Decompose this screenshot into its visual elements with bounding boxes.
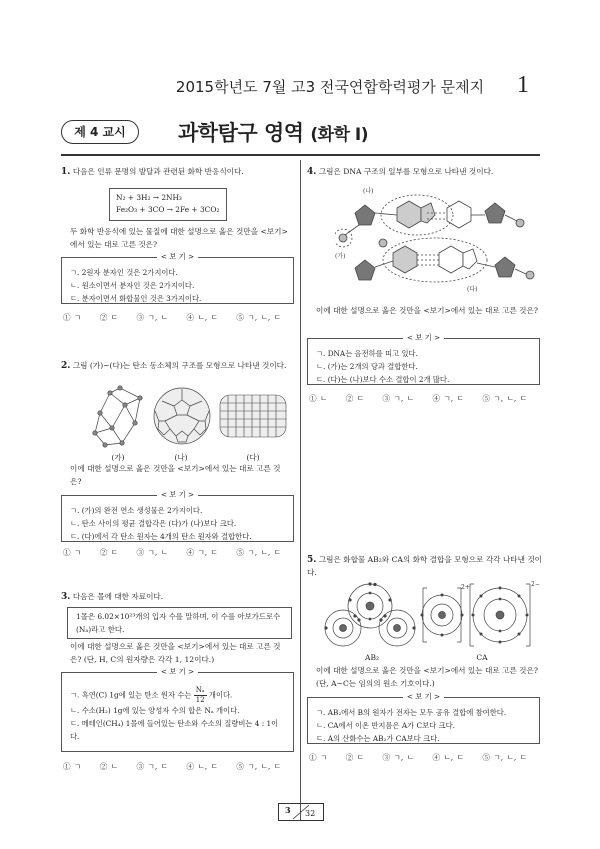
q2-question: 이에 대한 설명으로 옳은 것만을 <보기>에서 있는 대로 고른 것은?	[70, 464, 281, 486]
q1-bogi-title: < 보 기 >	[157, 252, 198, 261]
q1-item-2: ㄴ. 원소이면서 분자인 것은 2가지이다.	[70, 280, 195, 290]
q3-item-1-pre: ㄱ. 흑연(C) 1g에 있는 탄소 원자 수는	[70, 690, 192, 700]
q3-options	[63, 761, 296, 772]
q3-item-1-post: 개이다.	[208, 690, 233, 700]
subject-main: 과학탐구 영역	[178, 121, 304, 145]
exam-header-title: 2015학년도 7월 고3 전국연합학력평가 문제지	[175, 78, 485, 96]
q5-item-3: ㄷ. A의 산화수는 AB₂가 CA보다 크다.	[316, 733, 440, 743]
q1-option-1[interactable]: ① ㄱ	[63, 313, 82, 322]
q1-equation-2: Fe₂O₃ + 3CO → 2Fe + 3CO₂	[116, 205, 220, 214]
q3-option-5[interactable]: ⑤ ㄱ, ㄴ, ㄷ	[236, 762, 282, 771]
q3-bogi-title: < 보 기 >	[157, 667, 198, 676]
q3-text: 다음은 몰에 대한 자료이다.	[72, 592, 164, 601]
q5-item-2: ㄴ. CA에서 이온 반지름은 A가 C보다 크다.	[316, 720, 455, 730]
q3-bogi-box	[61, 667, 294, 752]
q2-option-2[interactable]: ② ㄷ	[99, 548, 119, 557]
q5-bogi-title: < 보 기 >	[403, 692, 444, 701]
q2-option-3[interactable]: ③ ㄱ, ㄴ	[136, 548, 169, 557]
dna-structure-figure	[335, 183, 545, 298]
q2-item-1: ㄱ. (가)의 완전 연소 생성물은 2가지이다.	[70, 506, 203, 515]
q1-option-5[interactable]: ⑤ ㄱ, ㄴ, ㄷ	[236, 313, 282, 322]
q1-number: 1.	[61, 167, 71, 177]
q1-equation-box	[109, 188, 227, 221]
q2-item-3: ㄷ. (다)에서 각 탄소 원자는 4개의 탄소 원자와 결합한다.	[70, 531, 252, 541]
q3-fraction-num: Nₐ	[195, 686, 205, 694]
q5-option-5[interactable]: ⑤ ㄱ, ㄴ, ㄷ	[482, 753, 528, 762]
q2-bogi-title: < 보 기 >	[157, 490, 198, 499]
carbon-allotropes-figure	[90, 383, 290, 451]
q4-stem	[307, 166, 542, 179]
q5-option-1[interactable]: ① ㄱ	[309, 753, 328, 762]
q1-option-4[interactable]: ④ ㄴ, ㄷ	[186, 313, 218, 322]
q2-text: 그림 (가)~(다)는 탄소 동소체의 구조를 모형으로 나타낸 것이다.	[72, 361, 287, 370]
q1-item-3: ㄷ. 분자이면서 화합물인 것은 3가지이다.	[70, 293, 202, 303]
q5-options	[309, 752, 542, 763]
q1-equation-1: N₂ + 3H₂ → 2NH₃	[116, 193, 182, 202]
q1-bogi-box	[61, 252, 294, 304]
dna-label-b: (나)	[363, 188, 374, 195]
q3-item-2: ㄴ. 수소(H₂) 1g에 있는 양성자 수의 합은 Nₐ 개이다.	[70, 706, 240, 715]
ca-charge-a: 2−	[531, 581, 540, 588]
q5-item-1: ㄱ. AB₂에서 B의 원자가 전자는 모두 공유 결합에 참여한다.	[316, 708, 507, 717]
ca-charge-c: 2+	[461, 584, 470, 591]
q2-option-1[interactable]: ① ㄱ	[63, 548, 82, 557]
q3-item-1	[70, 686, 285, 705]
q4-option-2[interactable]: ② ㄷ	[345, 394, 365, 403]
page-current: 3	[285, 805, 291, 815]
q4-item-3: ㄷ. (다)는 (나)보다 수소 결합이 2개 많다.	[316, 374, 450, 384]
q4-question: 이에 대한 설명으로 옳은 것만을 <보기>에서 있는 대로 고른 것은?	[316, 306, 538, 315]
q1-question: 두 화학 반응식에 있는 물질에 대한 설명으로 옳은 것만을 <보기>에서 있는 대로 고른 것은?	[70, 227, 288, 249]
page-indicator	[278, 803, 324, 821]
bonding-models-figure	[315, 580, 540, 652]
q1-stem	[61, 166, 296, 179]
q2-option-4[interactable]: ④ ㄱ, ㄷ	[186, 548, 218, 557]
q3-number: 3.	[61, 592, 71, 602]
dna-model-icon	[335, 195, 534, 282]
subject-sub: (화학 Ⅰ)	[310, 125, 368, 145]
diamond-structure-icon	[93, 386, 142, 447]
q5-option-4[interactable]: ④ ㄴ, ㄷ	[432, 753, 464, 762]
q3-option-3[interactable]: ③ ㄱ, ㄷ	[136, 762, 169, 771]
fullerene-structure-icon	[154, 388, 210, 444]
q5-text: 그림은 화합물 AB₂와 CA의 화학 결합을 모형으로 각각 나타낸 것이다.	[307, 555, 543, 577]
q1-option-2[interactable]: ② ㄷ	[99, 313, 119, 322]
q3-data-box	[67, 607, 292, 639]
q2-label-c: (다)	[246, 453, 260, 462]
q4-options	[309, 393, 542, 404]
q2-item-2: ㄴ. 탄소 사이의 평균 결합각은 (다)가 (나)보다 크다.	[70, 518, 237, 528]
q1-options	[63, 312, 296, 323]
subject-title	[178, 117, 368, 147]
ab2-covalent-model-icon	[324, 582, 415, 646]
q1-item-1: ㄱ. 2원자 분자인 것은 2가지이다.	[70, 268, 178, 277]
q4-option-1[interactable]: ① ㄴ	[309, 394, 328, 403]
q5-label-ab2: AB₂	[365, 653, 379, 662]
nanotube-structure-icon	[220, 395, 286, 437]
q3-question: 이에 대한 설명으로 옳은 것만을 <보기>에서 있는 대로 고른 것은? (단, H, C의 원자량은 각각 1, 12이다.)	[70, 642, 281, 664]
q2-options	[63, 547, 296, 558]
header-page-number: 1	[517, 72, 529, 98]
q3-option-4[interactable]: ④ ㄴ, ㄷ	[186, 762, 218, 771]
q3-fraction	[194, 686, 207, 705]
page-total: 32	[305, 809, 316, 818]
q5-label-ca: CA	[476, 653, 488, 662]
q5-stem	[307, 554, 542, 579]
q4-option-4[interactable]: ④ ㄱ, ㄷ	[432, 394, 464, 403]
q4-item-1: ㄱ. DNA는 음전하를 띠고 있다.	[316, 349, 418, 358]
q4-option-3[interactable]: ③ ㄱ, ㄴ	[382, 394, 415, 403]
q5-number: 5.	[307, 555, 317, 565]
q2-label-a: (가)	[111, 453, 125, 462]
q4-option-5[interactable]: ⑤ ㄱ, ㄴ, ㄷ	[482, 394, 528, 403]
ca-ionic-model-icon	[421, 584, 531, 646]
q4-item-2: ㄴ. (가)는 2개의 당과 결합한다.	[316, 361, 418, 371]
q2-number: 2.	[61, 361, 71, 371]
q2-stem	[61, 360, 296, 373]
q2-bogi-box	[61, 490, 294, 542]
q5-option-3[interactable]: ③ ㄱ, ㄴ	[382, 753, 415, 762]
q2-label-b: (나)	[174, 453, 188, 462]
q4-text: 그림은 DNA 구조의 일부를 모형으로 나타낸 것이다.	[318, 167, 494, 176]
column-divider	[300, 160, 301, 820]
q3-fraction-den: 12	[195, 696, 205, 704]
q3-stem	[61, 591, 296, 604]
q3-option-2[interactable]: ② ㄴ	[99, 762, 119, 771]
q3-option-1[interactable]: ① ㄱ	[63, 762, 82, 771]
q4-bogi-title: < 보 기 >	[403, 333, 444, 342]
q4-number: 4.	[307, 167, 317, 177]
q5-question: 이에 대한 설명으로 옳은 것만을 <보기>에서 있는 대로 고른 것은? (단, A~C는 임의의 원소 기호이다.)	[316, 666, 538, 688]
q1-text: 다음은 인류 문명의 발달과 관련된 화학 반응식이다.	[72, 167, 244, 176]
q5-bogi-box	[307, 692, 540, 744]
session-label: 제 4 교시	[61, 120, 139, 144]
q2-option-5[interactable]: ⑤ ㄱ, ㄴ, ㄷ	[236, 548, 282, 557]
q1-option-3[interactable]: ③ ㄱ, ㄴ	[136, 313, 169, 322]
header-rule	[61, 154, 540, 156]
q3-item-3: ㄷ. 메테인(CH₄) 1몰에 들어있는 탄소와 수소의 질량비는 4 : 1이다.	[70, 718, 279, 741]
q4-bogi-box	[307, 333, 540, 385]
q3-box-text: 1몰은 6.02×10²³개의 입자 수를 말하며, 이 수를 아보가드로수(Nₐ)라고 한다.	[76, 612, 281, 634]
dna-label-c: (다)	[467, 286, 478, 293]
dna-label-a: (가)	[335, 253, 346, 260]
q5-option-2[interactable]: ② ㄷ	[345, 753, 365, 762]
